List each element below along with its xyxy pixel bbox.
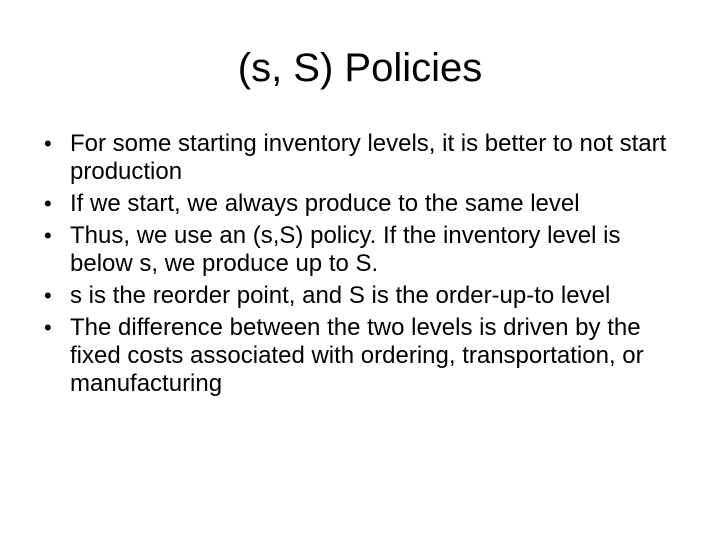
bullet-list xyxy=(44,130,684,402)
bullet-icon: • xyxy=(44,191,52,216)
slide-title: (s, S) Policies xyxy=(237,46,483,90)
bullet-item xyxy=(44,190,684,218)
bullet-icon: • xyxy=(44,315,52,340)
bullet-item xyxy=(44,130,684,186)
bullet-item xyxy=(44,282,684,310)
bullet-text: s is the reorder point, and S is the order-up-to level xyxy=(70,282,611,309)
bullet-text: Thus, we use an (s,S) policy. If the inventory level is below s, we produce up to S. xyxy=(70,222,621,277)
bullet-icon: • xyxy=(44,131,52,156)
bullet-icon: • xyxy=(44,283,52,308)
bullet-icon: • xyxy=(44,223,52,248)
bullet-text: For some starting inventory levels, it is better to not start production xyxy=(70,130,667,185)
bullet-item xyxy=(44,314,684,398)
bullet-item xyxy=(44,222,684,278)
bullet-text: The difference between the two levels is driven by the fixed costs associated with ordering, transportation, or manufacturing xyxy=(70,314,644,397)
bullet-text: If we start, we always produce to the same level xyxy=(70,190,580,217)
